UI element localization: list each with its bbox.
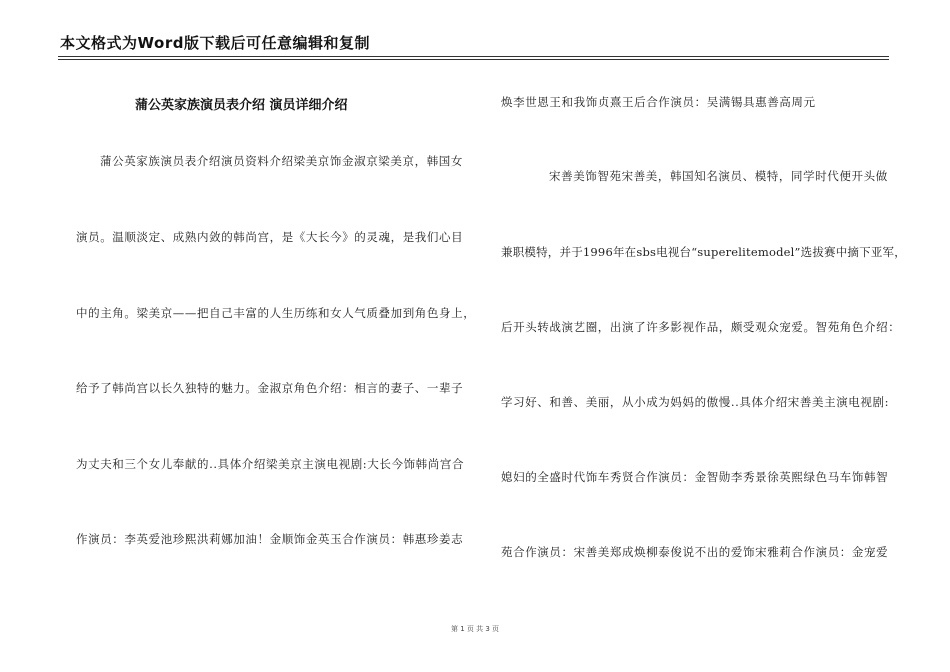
paragraph-line: 演员。温顺淡定、成熟内敛的韩尚宫，是《大长今》的灵魂，是我们心目: [76, 230, 464, 244]
header-rule-top: [58, 56, 889, 57]
article-title: 蒲公英家族演员表介绍 演员详细介绍: [135, 98, 348, 113]
left-column: [76, 78, 476, 618]
paragraph-line: 焕李世恩王和我饰贞熹王后合作演员：吴满锡具惠善高周元: [501, 95, 816, 109]
page-number-footer: 第 1 页 共 3 页: [450, 625, 500, 633]
paragraph-line: 蒲公英家族演员表介绍演员资料介绍梁美京饰金淑京梁美京，韩国女: [100, 154, 463, 168]
paragraph-line: 学习好、和善、美丽，从小成为妈妈的傲慢..具体介绍宋善美主演电视剧:: [501, 395, 890, 409]
paragraph-line: 给予了韩尚宫以长久独特的魅力。金淑京角色介绍：相言的妻子、一辈子: [76, 381, 464, 395]
paragraph-line: 为丈夫和三个女儿奉献的..具体介绍梁美京主演电视剧:大长今饰韩尚宫合: [76, 457, 465, 471]
paragraph-line: 宋善美饰智苑宋善美，韩国知名演员、模特，同学时代便开头做: [549, 169, 888, 183]
download-banner: 本文格式为Word版下载后可任意编辑和复制: [60, 34, 370, 52]
paragraph-line: 中的主角。梁美京——把自己丰富的人生历练和女人气质叠加到角色身上，: [76, 306, 476, 320]
paragraph-line: 兼职模特，并于1996年在sbs电视台“superelitemodel”选拔赛中摘下亚军，: [501, 245, 906, 259]
paragraph-line: 后开头转战演艺圈，出演了许多影视作品，颇受观众宠爱。智苑角色介绍：: [501, 320, 901, 334]
right-column: [501, 78, 906, 618]
paragraph-line: 作演员：李英爱池珍熙洪莉娜加油！金顺饰金英玉合作演员：韩惠珍姜志: [76, 532, 464, 546]
paragraph-line: 媳妇的全盛时代饰车秀贤合作演员：金智勋李秀景徐英熙绿色马车饰韩智: [501, 470, 889, 484]
header-rule-bottom: [58, 59, 889, 60]
paragraph-line: 苑合作演员：宋善美郑成焕柳泰俊说不出的爱饰宋雅莉合作演员：金宠爱: [501, 545, 889, 559]
